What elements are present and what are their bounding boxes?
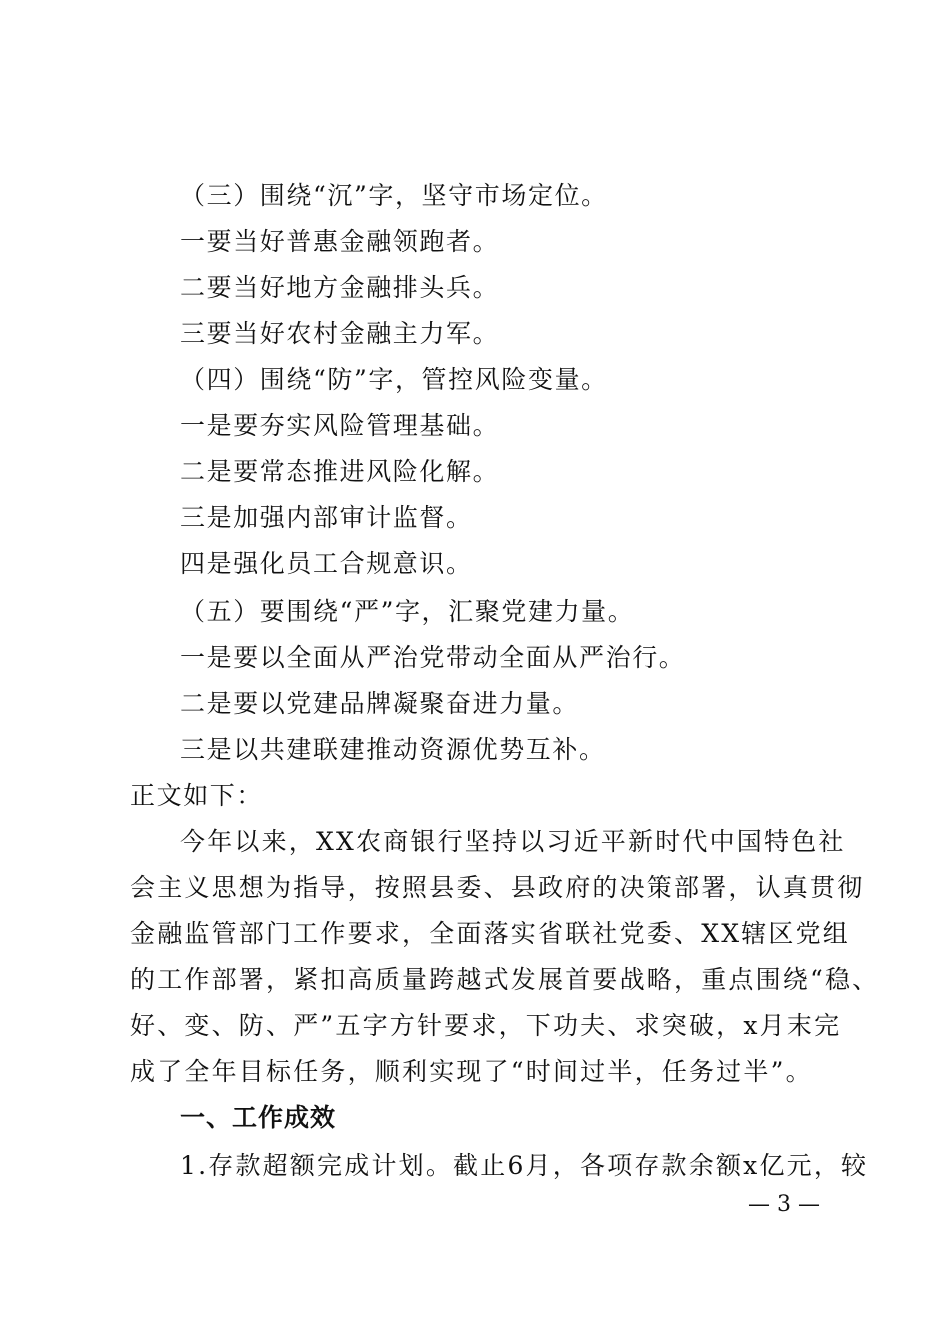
outline-point: 一要当好普惠金融领跑者。 (180, 227, 500, 256)
outline-heading-3: （三）围绕“沉”字，坚守市场定位。 (180, 181, 608, 210)
section-title: 一、工作成效 (180, 1103, 337, 1132)
outline-point: 二是要以党建品牌凝聚奋进力量。 (180, 689, 580, 718)
outline-heading-4: （四）围绕“防”字，管控风险变量。 (180, 365, 608, 394)
paragraph-line: 今年以来，XX农商银行坚持以习近平新时代中国特色社 (180, 827, 846, 856)
paragraph-line: 会主义思想为指导，按照县委、县政府的决策部署，认真贯彻 (130, 873, 865, 902)
outline-point: 三是加强内部审计监督。 (180, 503, 473, 532)
outline-point: 一是要夯实风险管理基础。 (180, 411, 500, 440)
paragraph-line: 成了全年目标任务，顺利实现了“时间过半，任务过半”。 (130, 1057, 813, 1086)
outline-point: 二是要常态推进风险化解。 (180, 457, 500, 486)
outline-point: 四是强化员工合规意识。 (180, 549, 473, 578)
outline-point: 三要当好农村金融主力军。 (180, 319, 500, 348)
outline-point: 二要当好地方金融排头兵。 (180, 273, 500, 302)
paragraph-line: 的工作部署，紧扣高质量跨越式发展首要战略，重点围绕“稳、 (130, 965, 880, 994)
paragraph-line: 好、变、防、严”五字方针要求，下功夫、求突破，x月末完 (130, 1011, 842, 1040)
page-number: — 3 — (748, 1192, 820, 1217)
paragraph-line: 1.存款超额完成计划。截止6月，各项存款余额x亿元，较 (180, 1151, 869, 1180)
paragraph-line: 金融监管部门工作要求，全面落实省联社党委、XX辖区党组 (130, 919, 850, 948)
body-intro-label: 正文如下： (130, 781, 264, 810)
outline-point: 一是要以全面从严治党带动全面从严治行。 (180, 643, 686, 672)
outline-point: 三是以共建联建推动资源优势互补。 (180, 735, 606, 764)
outline-heading-5: （五）要围绕“严”字，汇聚党建力量。 (180, 597, 635, 626)
